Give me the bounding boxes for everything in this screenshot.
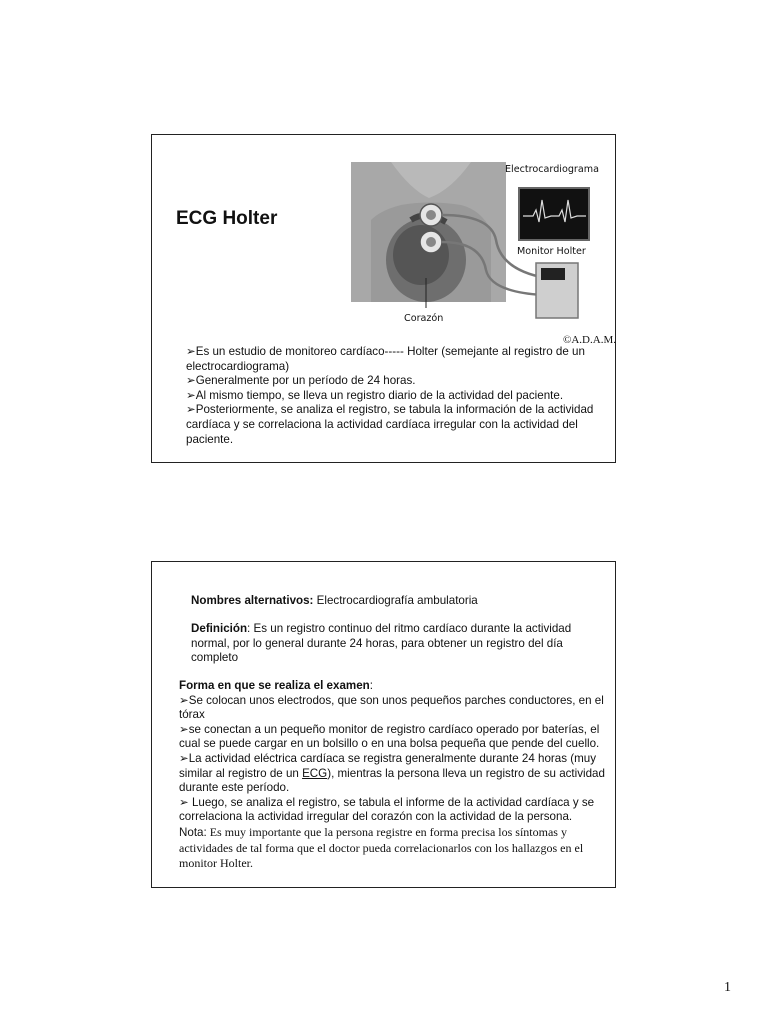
- label-heart: Corazón: [404, 313, 444, 324]
- bullet-list: [186, 345, 614, 447]
- bullet-item: ➢Se colocan unos electrodos, que son unos pequeños parches conductores, en el tórax: [179, 693, 604, 722]
- alternative-names: Nombres alternativos: Electrocardiografía ambulatoria: [191, 594, 478, 607]
- bullet-item: ➢ Luego, se analiza el registro, se tabula el informe de la actividad cardíaca y se correlaciona la actividad irregular del corazón con la actividad de la persona.: [179, 795, 595, 824]
- definition: Definición: Es un registro continuo del ritmo cardíaco durante la actividad normal, por lo general durante 24 horas, para obtener un registro del día completo: [191, 622, 572, 665]
- note: Nota: Es muy importante que la persona registre en forma precisa los síntomas y actividades de tal forma que el doctor pueda correlacionarlos con los hallazgos en el monitor Holter.: [179, 824, 584, 871]
- label-monitor: Monitor Holter: [517, 246, 586, 257]
- bullet-item: ➢Generalmente por un período de 24 horas.: [186, 374, 416, 388]
- ecg-screen: [519, 188, 589, 240]
- bullet-item: ➢Al mismo tiempo, se lleva un registro diario de la actividad del paciente.: [186, 388, 564, 402]
- slide-title: ECG Holter: [176, 208, 278, 229]
- slide-holter-details: [151, 561, 616, 888]
- procedure-heading: Forma en que se realiza el examen:: [179, 679, 373, 692]
- bullet-item: ➢Es un estudio de monitoreo cardíaco----- Holter (semejante al registro de un electrocardiograma): [186, 345, 585, 373]
- adam-logo: ©A.D.A.M.: [563, 334, 616, 346]
- bullet-item: ➢Posteriormente, se analiza el registro, se tabula la información de la actividad cardíaca y se correlaciona la actividad cardíaca irregular con la actividad del paciente.: [186, 403, 594, 446]
- page-number: 1: [724, 980, 731, 995]
- slide-ecg-holter: [151, 134, 616, 463]
- bullet-item: ➢se conectan a un pequeño monitor de registro cardíaco operado por baterías, el cual se puede cargar en un bolsillo o en una bolsa pequeña que pende del cuello.: [179, 722, 600, 751]
- bullet-item: ➢La actividad eléctrica cardíaca se registra generalmente durante 24 horas (muy similar al registro de un ECG), mientras la persona lleva un registro de su actividad durante este período.: [179, 751, 605, 795]
- holter-illustration: [351, 160, 617, 346]
- procedure-section: [179, 679, 614, 872]
- ecg-link[interactable]: ECG: [302, 766, 328, 780]
- label-ecg: Electrocardiograma: [505, 164, 599, 175]
